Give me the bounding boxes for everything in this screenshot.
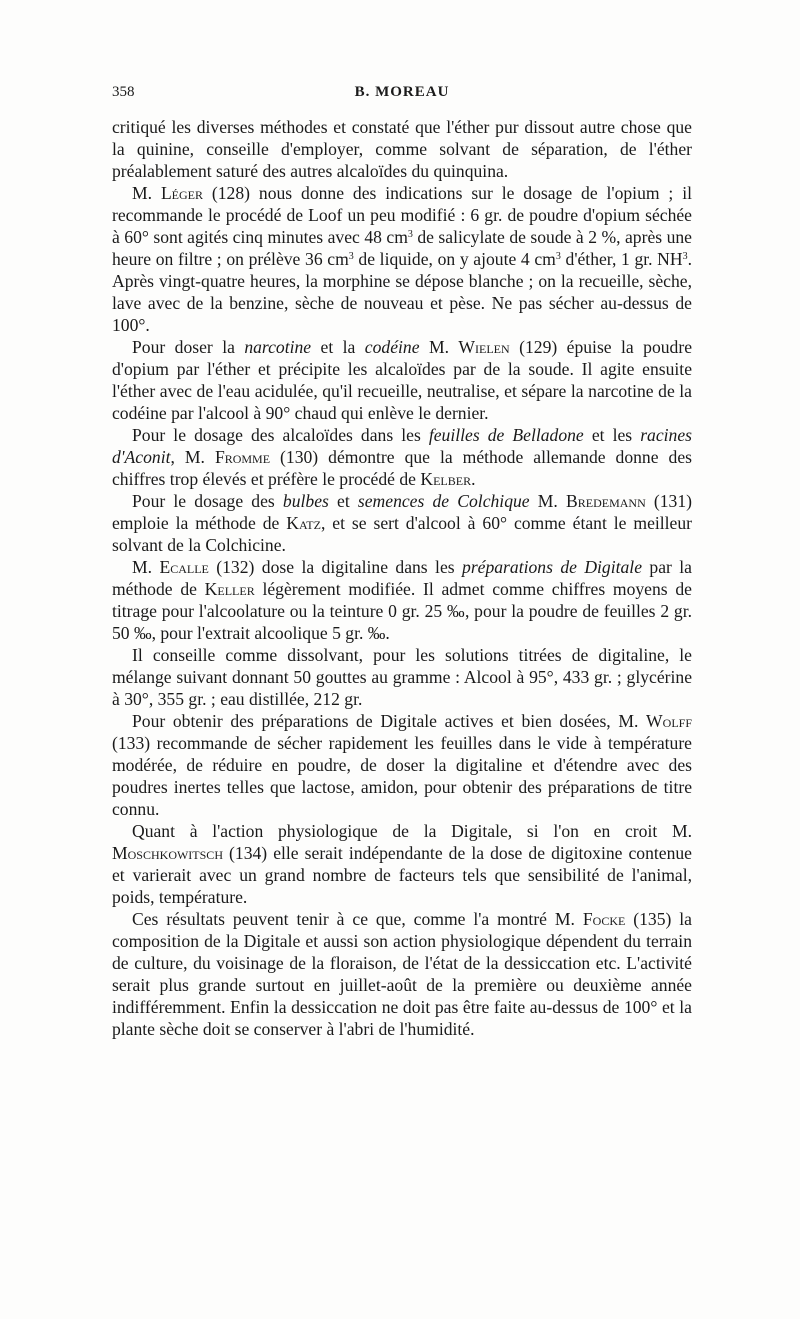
page-number: 358 (112, 84, 135, 100)
paragraph-moschkowitsch: Quant à l'action physiologique de la Digitale, si l'on en croit M. Moschkowitsch (134) elle serait indépendante de la dose de digitoxine contenue et varierait avec un grand nombre de facteurs tels que sensibilité de l'animal, poids, température. (112, 821, 692, 907)
running-head (112, 84, 692, 106)
author-name: Katz (286, 513, 321, 533)
author-name: Kelber (420, 469, 472, 489)
paragraph-quinquina: critiqué les diverses méthodes et constaté que l'éther pur dissout autre chose que la quinine, conseille d'employer, comme solvant de séparation, de l'éther préalablement saturé des autres alcaloïdes du quinquina. (112, 117, 692, 181)
author-name: Fromme (214, 447, 271, 467)
author-name: Wolff (646, 711, 692, 731)
paragraph-opium-leger: M. Léger (128) nous donne des indications sur le dosage de l'opium ; il recommande le procédé de Loof un peu modifié : 6 gr. de poudre d'opium séchée à 60° sont agités cinq minutes avec 48 $cm^3$ de salicylate de soude à 2 %, après une heure on filtre ; on prélève 36 $cm^3$ de liquide, on y ajoute 4 $cm^3$ d'éther, 1 gr. $NH^3$. Après vingt-quatre heures, la morphine se dépose blanche ; on la recueille, sèche, lave avec de la benzine, sèche de nouveau et pèse. Ne pas sécher au-dessus de 100°. (112, 183, 693, 335)
author-name: Bredemann (566, 491, 646, 511)
paragraph-focke: Ces résultats peuvent tenir à ce que, comme l'a montré M. Focke (135) la composition de la Digitale et aussi son action physiologique dépendent du terrain de culture, du voisinage de la floraison, de l'état de la dessiccation etc. L'activité serait plus grande surtout en juillet-août de la première ou deuxième année indifféremment. Enfin la dessiccation ne doit pas être faite au-dessus de 100° et la plante sèche doit se conserver à l'abri de l'humidité. (112, 909, 692, 1039)
paragraph-dissolvant: Il conseille comme dissolvant, pour les solutions titrées de digitaline, le mélange suivant donnant 50 gouttes au gramme : Alcool à 95°, 433 gr. ; glycérine à 30°, 355 gr. ; eau distillée, 212 gr. (112, 645, 692, 709)
paragraph-colchique: Pour le dosage des bulbes et semences de Colchique M. Bredemann (131) emploie la méthode de Katz, et se sert d'alcool à 60° comme étant le meilleur solvant de la Colchicine. (112, 491, 693, 555)
paragraph-digitaline-ecalle: M. Ecalle (132) dose la digitaline dans les préparations de Digitale par la méthode de Keller légèrement modifiée. Il admet comme chiffres moyens de titrage pour l'alcoolature ou la teinture 0 gr. 25 ‰, pour la poudre de feuilles 2 gr. 50 ‰, pour l'extrait alcoolique 5 gr. ‰. (112, 557, 692, 643)
author-name: Wielen (458, 337, 510, 357)
running-head-author: B. MOREAU (354, 84, 450, 100)
author-name: Focke (582, 909, 626, 929)
author-name: Ecalle (159, 557, 209, 577)
author-name: Léger (160, 183, 204, 203)
author-name: Moschkowitsch (112, 843, 223, 863)
paragraph-narcotine-codeine: Pour doser la narcotine et la codéine M. Wielen (129) épuise la poudre d'opium par l'éther et précipite les alcaloïdes par de la soude. Il agite ensuite l'éther avec de l'eau acidulée, qu'il recueille, neutralise, et sépare la narcotine de la codéine par l'alcool à 90° chaud qui enlève le dernier. (112, 337, 693, 423)
paragraph-belladone-aconit: Pour le dosage des alcaloïdes dans les feuilles de Belladone et les racines d'Aconit, M. Fromme (130) démontre que la méthode allemande donne des chiffres trop élevés et préfère le procédé de Kelber. (112, 425, 692, 489)
body-text (112, 116, 692, 1040)
paragraph-wolff: Pour obtenir des préparations de Digitale actives et bien dosées, M. Wolff (133) recommande de sécher rapidement les feuilles dans le vide à température modérée, de réduire en poudre, de doser la digitaline et d'étendre avec des poudres inertes telles que lactose, amidon, pour obtenir des préparations de titre connu. (112, 711, 692, 819)
author-name: Keller (204, 579, 255, 599)
